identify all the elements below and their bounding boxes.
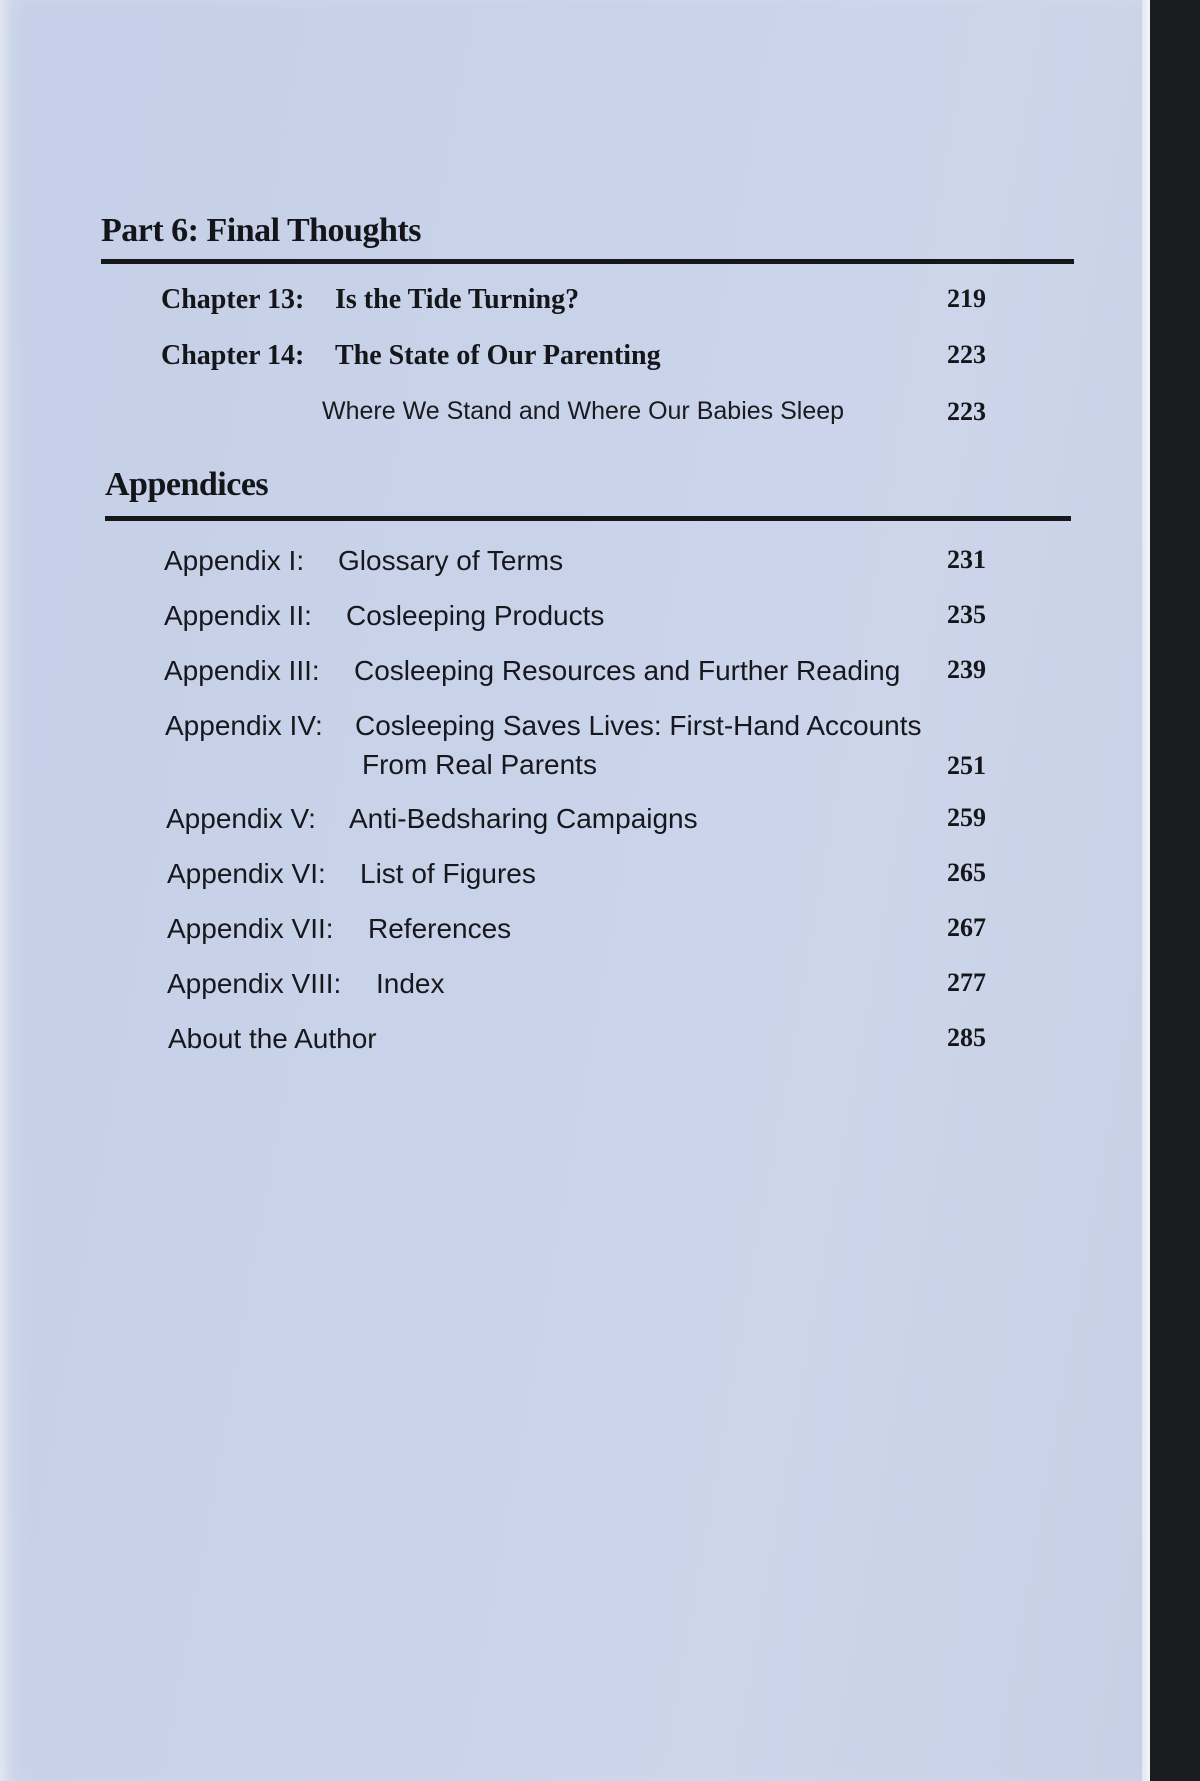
toc-entry-appendix-4[interactable] [0,710,1142,790]
toc-entry-appendix-7[interactable] [0,913,1142,953]
appendix-label: Appendix VII: [167,913,334,944]
page-number: 265 [947,858,986,887]
appendices-heading: Appendices [105,466,269,503]
appendix-label: Appendix IV: [165,710,323,741]
appendix-title: Glossary of Terms [338,545,564,576]
appendix-title: Anti-Bedsharing Campaigns [349,803,698,834]
page-number: 285 [947,1023,986,1052]
appendix-label: Appendix V: [166,803,316,834]
toc-entry-appendix-8[interactable] [0,968,1142,1008]
appendix-title: Cosleeping Resources and Further Reading [354,655,901,686]
appendices-rule [105,516,1071,521]
appendix-title: References [368,913,512,944]
part-6-rule [101,259,1074,264]
toc-entry-appendix-1[interactable] [0,545,1142,585]
page-number: 231 [947,545,986,574]
toc-entry-subsection[interactable] [0,397,1142,437]
part-6-heading: Part 6: Final Thoughts [101,212,421,249]
toc-entry-appendix-5[interactable] [0,803,1142,843]
toc-entry-chapter-14[interactable] [0,340,1142,380]
appendix-label: Appendix I: [164,545,305,576]
appendix-title-continued: From Real Parents [362,749,597,780]
toc-entry-appendix-6[interactable] [0,858,1142,898]
chapter-label: Chapter 14: [161,340,305,371]
page-edge [1142,0,1150,1781]
page-number: 277 [947,968,986,997]
appendix-label: Appendix III: [164,655,320,686]
toc-entry-chapter-13[interactable] [0,284,1142,324]
appendix-label: Appendix II: [164,600,312,631]
appendix-title: Cosleeping Saves Lives: First-Hand Accounts [355,710,922,741]
toc-entry-appendix-2[interactable] [0,600,1142,640]
page-number: 259 [947,803,986,832]
appendix-label: Appendix VIII: [167,968,342,999]
appendix-label: Appendix VI: [167,858,326,889]
toc-entry-about-author[interactable] [0,1023,1142,1063]
page-number: 251 [947,751,986,780]
page-number: 235 [947,600,986,629]
toc-entry-appendix-3[interactable] [0,655,1142,695]
appendix-title: List of Figures [360,858,536,889]
chapter-title: Is the Tide Turning? [335,284,580,315]
subsection-title: Where We Stand and Where Our Babies Sleep [322,397,845,425]
page-number: 223 [947,397,986,426]
chapter-title: The State of Our Parenting [335,340,661,371]
chapter-label: Chapter 13: [161,284,305,315]
page-number: 219 [947,284,986,313]
page-number: 223 [947,340,986,369]
page-number: 267 [947,913,986,942]
page-number: 239 [947,655,986,684]
appendix-title: Cosleeping Products [346,600,605,631]
about-author-title: About the Author [168,1023,377,1054]
appendix-title: Index [376,968,445,999]
